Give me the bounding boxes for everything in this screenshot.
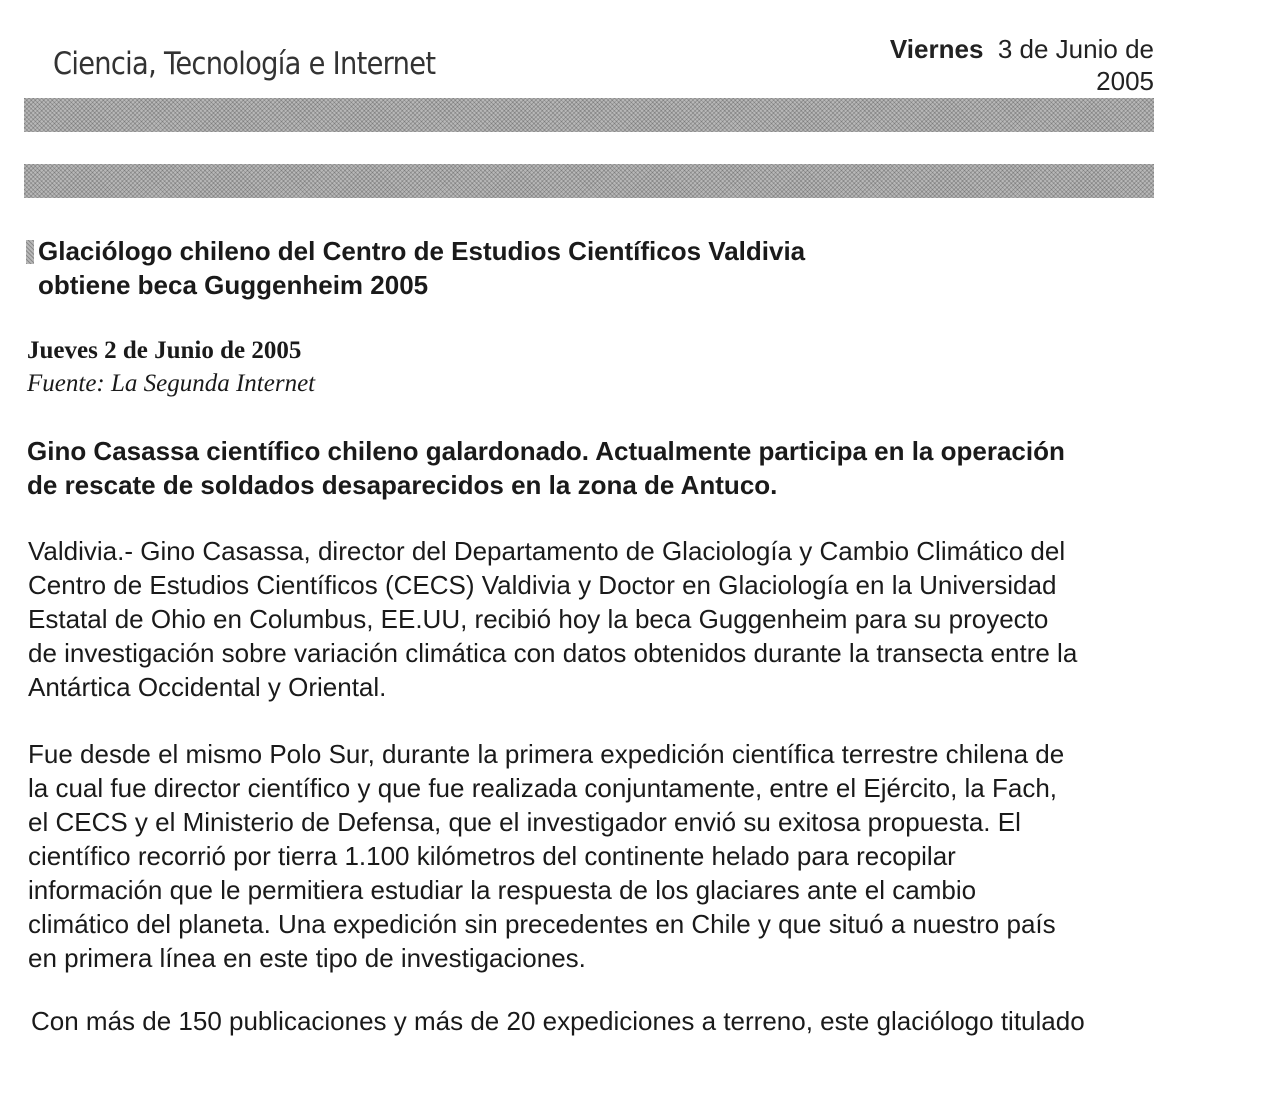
paragraph-line: científico recorrió por tierra 1.100 kilómetros del continente helado para recopilar <box>28 841 956 871</box>
article-source: Fuente: La Segunda Internet <box>27 370 316 397</box>
section-title: Ciencia, Tecnología e Internet <box>53 46 436 82</box>
paragraph-line: climático del planeta. Una expedición sin precedentes en Chile y que situó a nuestro país <box>28 909 1056 939</box>
paragraph-line: Valdivia.- Gino Casassa, director del Departamento de Glaciología y Cambio Climático del <box>28 536 1066 566</box>
paragraph-line: la cual fue director científico y que fue realizada conjuntamente, entre el Ejército, la Fach, <box>28 773 1058 803</box>
paragraph-line: información que le permitiera estudiar la respuesta de los glaciares ante el cambio <box>28 875 977 905</box>
lead-line: de rescate de soldados desaparecidos en la zona de Antuco. <box>27 470 778 500</box>
issue-day: Viernes <box>889 34 984 64</box>
article-date: Jueves 2 de Junio de 2005 <box>27 337 302 364</box>
paragraph-line: el CECS y el Ministerio de Defensa, que el investigador envió su exitosa propuesta. El <box>28 807 1021 837</box>
lead-line: Gino Casassa científico chileno galardonado. Actualmente participa en la operación <box>27 436 1065 466</box>
headline-line: obtiene beca Guggenheim 2005 <box>38 270 429 300</box>
body-paragraph-2 <box>28 737 1268 975</box>
paragraph-line: Antártica Occidental y Oriental. <box>28 672 387 702</box>
headline-line: Glaciólogo chileno del Centro de Estudios Científicos Valdivia <box>38 236 806 266</box>
issue-date-line1: 3 de Junio de <box>997 34 1154 64</box>
header-band-bottom <box>24 164 1154 198</box>
paragraph-line: Estatal de Ohio en Columbus, EE.UU, recibió hoy la beca Guggenheim para su proyecto <box>28 604 1049 634</box>
paragraph-line: de investigación sobre variación climática con datos obtenidos durante la transecta entre la <box>28 638 1078 668</box>
paragraph-line: Centro de Estudios Científicos (CECS) Valdivia y Doctor en Glaciología en la Universidad <box>28 570 1057 600</box>
issue-date <box>754 33 1154 97</box>
lead-paragraph <box>27 434 1267 502</box>
body-paragraph-1 <box>28 534 1268 704</box>
paragraph-line: Con más de 150 publicaciones y más de 20 expediciones a terreno, este glaciólogo titulado <box>31 1006 1085 1036</box>
headline <box>38 234 938 302</box>
body-paragraph-3 <box>31 1004 1271 1038</box>
header-band-top <box>24 98 1154 132</box>
headline-marker <box>26 240 34 264</box>
issue-date-line2: 2005 <box>1096 66 1154 96</box>
paragraph-line: en primera línea en este tipo de investigaciones. <box>28 943 586 973</box>
paragraph-line: Fue desde el mismo Polo Sur, durante la primera expedición científica terrestre chilena de <box>28 739 1065 769</box>
